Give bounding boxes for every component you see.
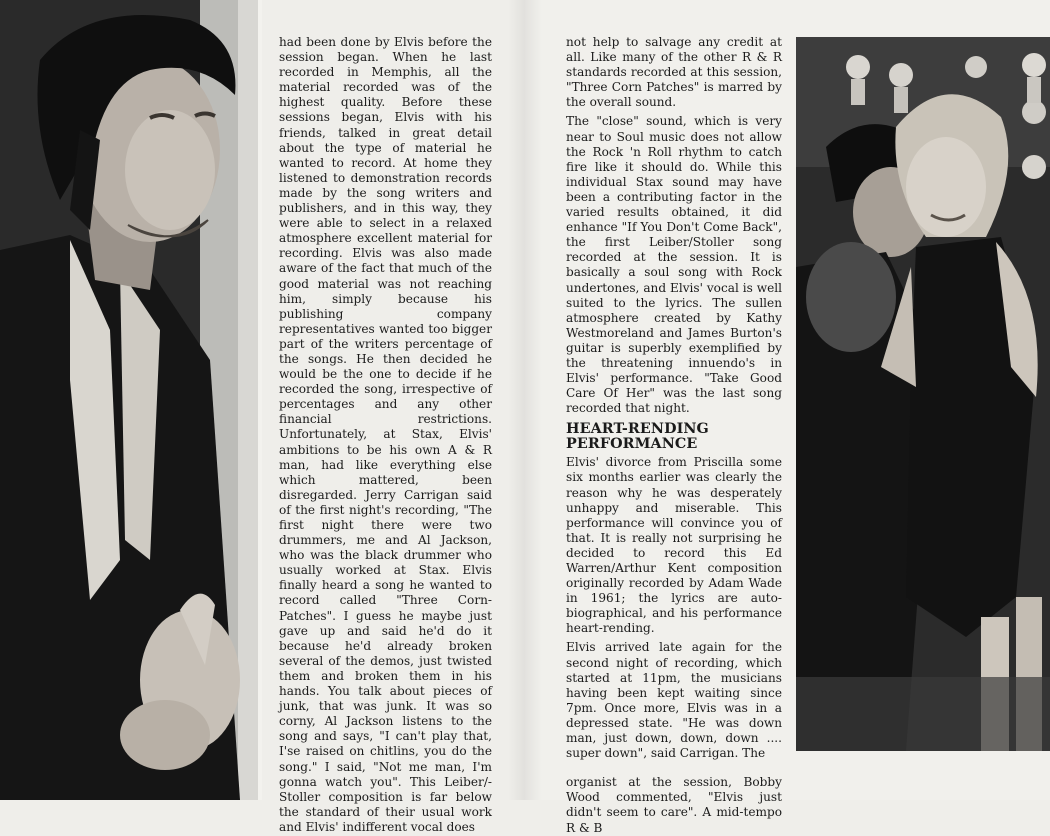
photo-elvis-smiling	[0, 0, 258, 800]
article-paragraph: Elvis arrived late again for the second night of recording, which started at 11pm, the musicians having been kept waiting since 7pm. Once more, Elvis was in a depressed state. "He was down man, just down, down, down .... super down", said Carrigan. The	[566, 640, 782, 761]
article-paragraph: The "close" sound, which is very near to Soul music does not allow the Rock 'n Roll rhythm to catch fire like it should do. While this individual Stax sound may have been a contributing factor in the varied results obtained, it did enhance "If You Don't Come Back", the first Leiber/Stoller song recorded at the session. It is basically a soul song with Rock undertones, and Elvis' vocal is well suited to the lyrics. The sullen atmosphere created by Kathy Westmoreland and James Burton's guitar is superbly exemplified by the threatening innuendo's in Elvis' performance. "Take Good Care Of Her" was the last song recorded that night.	[566, 114, 782, 416]
article-paragraph: organist at the session, Bobby Wood commented, "Elvis just didn't seem to care". A mid-tempo R & B	[566, 775, 782, 835]
article-column-right	[566, 35, 782, 836]
article-paragraph: not help to salvage any credit at all. Like many of the other R & R standards recorded at this session, "Three Corn Patches" is marred by the overall sound.	[566, 35, 782, 110]
page-gutter	[508, 0, 542, 800]
photo-elvis-with-actress	[796, 37, 1050, 751]
article-column-left	[279, 35, 492, 835]
article-paragraph: had been done by Elvis before the session began. When he last recorded in Memphis, all the material recorded was of the highest quality. Before these sessions began, Elvis with his friends, talked in great detail about the type of material he wanted to record. At home they listened to demonstration records made by the song writers and publishers, and in this way, they were able to select in a relaxed atmosphere excellent material for recording. Elvis was also made aware of the fact that much of the good material was not reaching him, simply because his publishing company representatives wanted too bigger part of the writers percentage of the songs. He then decided he would be the one to decide if he recorded the song, irrespective of percentages and any other financial restrictions. Unfortunately, at Stax, Elvis' ambitions to be his own A & R man, had like everything else which mattered, been disregarded. Jerry Carrigan said of the first night's recording, "The first night there were two drummers, me and Al Jackson, who was the black drummer who usually worked at Stax. Elvis finally heard a song he wanted to record called "Three Corn-Patches". I guess he maybe just gave up and said he'd do it because he'd already broken several of the demos, just twisted them and broken them in his hands. You talk about pieces of junk, that was junk. It was so corny, Al Jackson listens to the song and says, "I can't play that, I'se raised on chitlins, you do the song." I said, "Not me man, I'm gonna watch you". This Leiber/-Stoller composition is far below the standard of their usual work and Elvis' indifferent vocal does	[279, 35, 492, 834]
photo-elvis-smiling-art	[0, 0, 258, 800]
article-paragraph: Elvis' divorce from Priscilla some six months earlier was clearly the reason why he was desperately unhappy and miserable. This performance will convince you of that. It is really not surprising he decided to record this Ed Warren/Arthur Kent composition originally recorded by Adam Wade in 1961; the lyrics are auto-biographical, and his performance heart-rending.	[566, 455, 782, 636]
photo-elvis-with-actress-art	[796, 37, 1050, 751]
section-heading: HEART-RENDING PERFORMANCE	[566, 421, 709, 453]
